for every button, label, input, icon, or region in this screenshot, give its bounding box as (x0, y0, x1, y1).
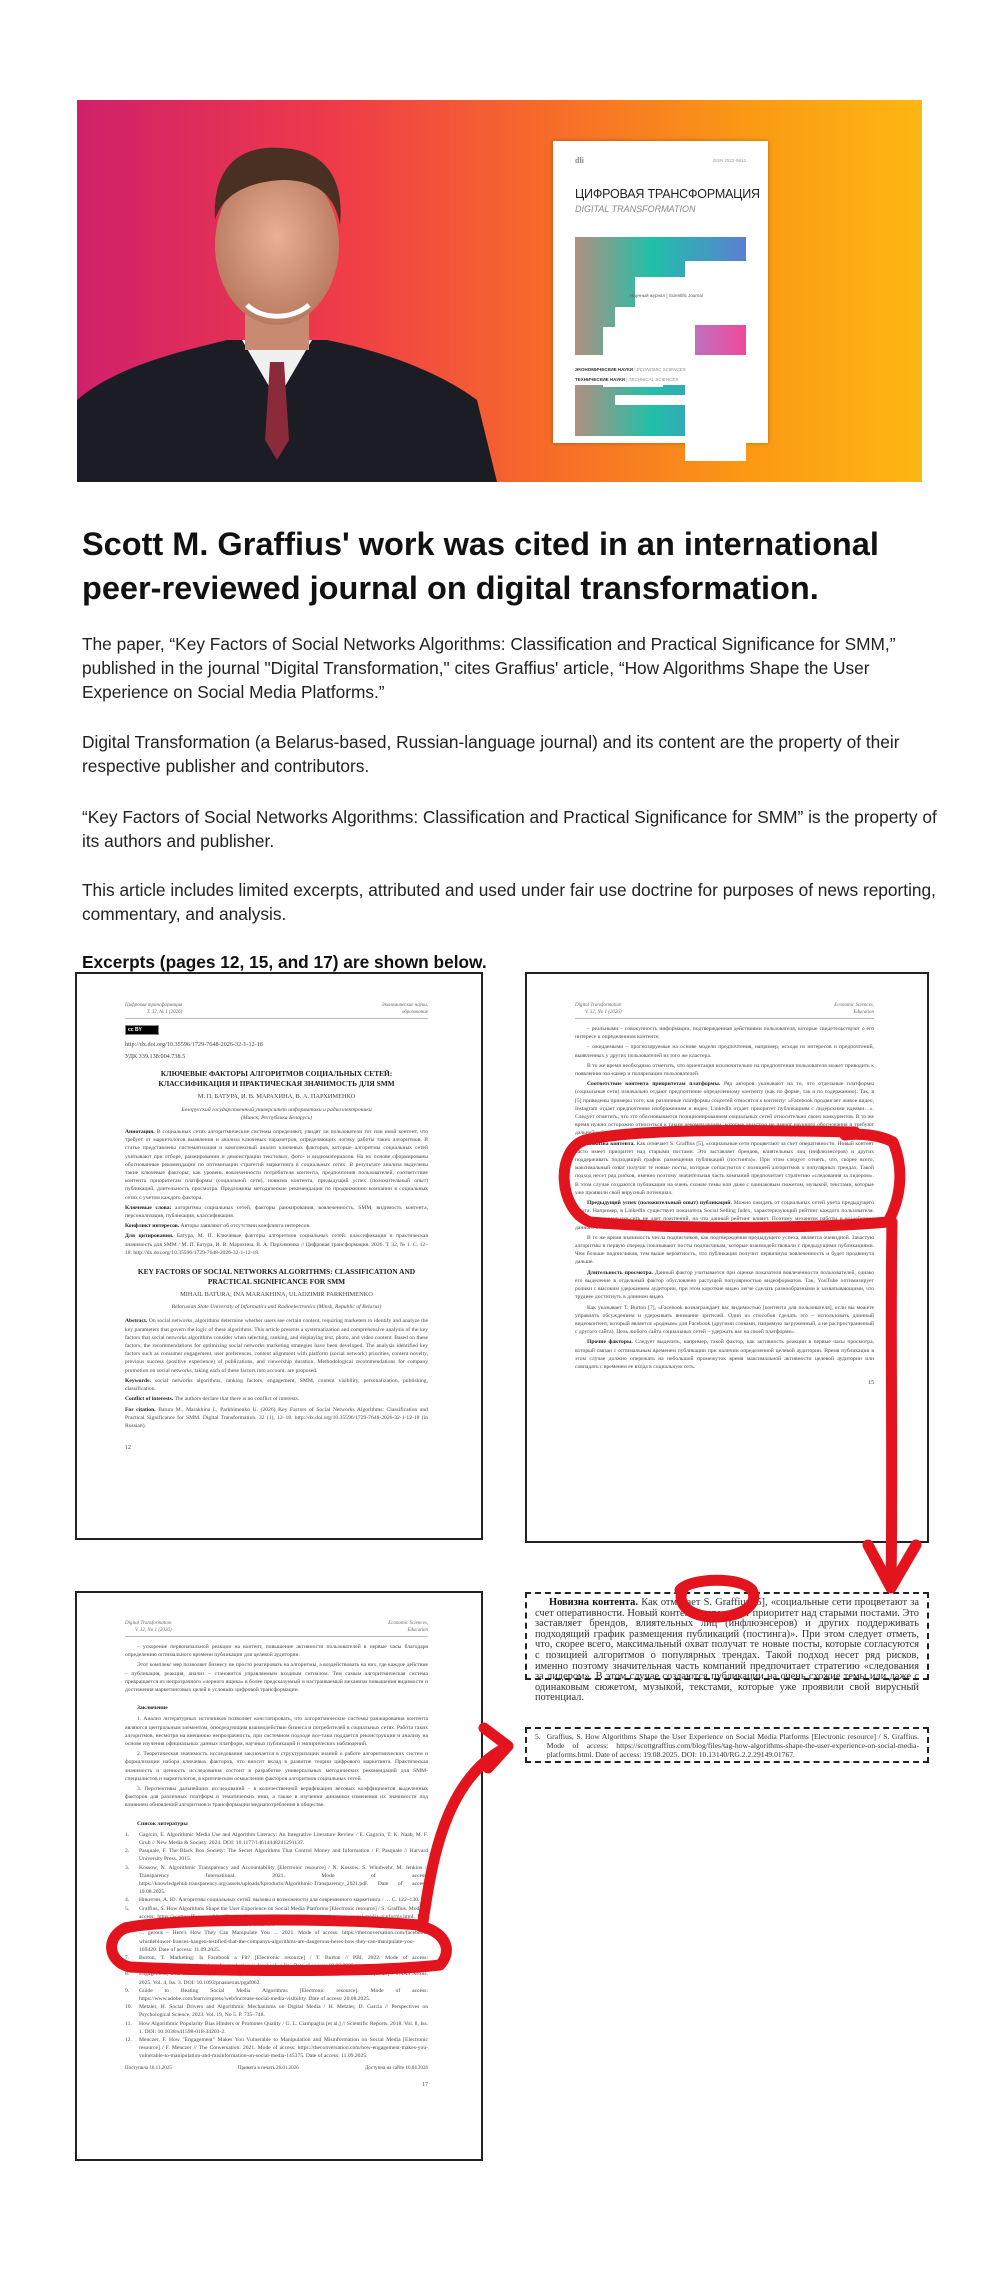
cover-section-1: ЭКОНОМИЧЕСКИЕ НАУКИ | ECONOMIC SCIENCES (575, 367, 690, 372)
paragraph: Новизна контента. Как отмечает S. Graffius [5], «социальные сети процветают за счет оперативности. Новый контент часто имеет приоритет над старыми постами. Это заставляет брендов, влиятельных лиц (инфлюэнсеров) и других поддерживать подходящий график размещения публикаций (постинга)». При этом следует отметь, что, скорее всего, максимальный охват получат те новые посты, которые согласуются с позицией алгоритмов о популярных трендах. Такой подход несет ряд рисков, именно поэтому значительная часть компаний предпочитает стратегию «следования за лидером». В этом случае создаются публикации на очень схожие темы или даже с одинаковым сюжетом, музыкой, текстами, которые уже проявили свой вирусный потенциал. (575, 1140, 874, 1196)
excerpt-content-novelty: Новизна контента. Как отмечает S. Graffius [5], «социальные сети процветают за счет оперативности. Новый контент часто имеет приоритет над старыми постами. Это заставляет брендов, влиятельных лиц (инфлюэнсеров) и других поддерживать подходящий график размещения публикаций (постинга)». При этом следует отметь, что, скорее всего, максимальный охват получат те новые посты, которые согласуются с позицией алгоритмов о популярных трендах. Такой подход несет ряд рисков, именно поэтому значительная часть компаний предпочитает стратегию «следования за лидером». В этом случае создаются публикации на очень схожие темы или даже с одинаковым сюжетом, музыкой, текстами, которые уже проявили свой вирусный потенциал. (525, 1592, 929, 1680)
authors-en: MIHAIL BATURA, INA MARAKHINA, ULADZIMIR PARKHIMENKO (180, 1291, 373, 1299)
arrow-head-to-excerpt-1 (868, 1545, 916, 1588)
paragraph: For citation. Batura M., Marakhina I., Parkhimenko U. (2026) Key Factors of Social Networks Algorithms: Classification and Practical Significance for SMM. Digital Transformation. 32 (1), 12–18. http://dx.doi.org/10.35596/1729-7648-2026-32-1-12-18 (in Russian). (125, 1406, 428, 1429)
page-number: 12 (125, 1445, 131, 1452)
paragraph: В то же время необходимо отметить, что ориентация исключительно на предпочтения пользователя может приводить к появлению эхо-камер и поляризации пользователей. (575, 1062, 874, 1078)
paragraph: 1. Анализ литературных источников позволяет констатировать, что алгоритмические системы ранжирования контента являются центральным элементом, опосредующим взаимодействие бизнеса и потребителей в социальных сетях. Работа таких алгоритмов, несмотря на внешнюю непрозрачность, при системном подходе все-таки поддается реконструкции и анализу на основе изучения официальных данных платформ, научных публикаций и эмпирических наблюдений. (125, 1716, 428, 1748)
cc-license-badge: cc BY (125, 1025, 159, 1035)
page-15-scan (525, 972, 929, 1543)
page-header: Digital Transformation V. 32, No 1 (2026) Economic Sciences, Education (575, 1002, 874, 1019)
paragraph: Аннотация. В социальных сетях алгоритмические системы определяют, увидят ли пользователи тот или иной контент, что требует от маркетологов выявления и анализа ключевых параметров, определяющих логику работы таких алгоритмов. В статье представлены систематизация и комплексный анализ ключевых факторов, которые алгоритмы социальных сетей учитывают при отборе, ранжировании и демонстрации текстовых, фото- и видеоматериалов. На их основе сформированы обоснованные рекомендации по оптимизации стратегий маркетинга в социальных сетях. В результате анализа выделены такие ключевые факторы, как уровень вовлеченности потребителя контента, предпочтения пользователей, соответствие контента приоритетам платформы (социальной сети), новизна контента, предыдущий успех (положительный опыт) публикаций, длительность просмотра. Предложены методические рекомендации по продвижению компании в социальных сетях с учетом каждого фактора. (125, 1129, 428, 1201)
publication-dates: Поступила 10.11.2025 Принята в печать 26.01.2026 Доступна на сайте 10.04.2026 (125, 2065, 428, 2071)
cover-section-2: ТЕХНИЧЕСКИЕ НАУКИ | TECHNICAL SCIENCES (575, 377, 682, 382)
paragraph: – ожидаемыми – прогнозируемые на основе модели предпочтения, например, исходя из интересов и предпочтений, выявленных у других пользователей из того же кластера. (575, 1044, 874, 1059)
paragraph-paper-property: “Key Factors of Social Networks Algorithms: Classification and Practical Significance for SMM” is the property of its authors and publisher. (82, 807, 937, 851)
journal-logo: dli (575, 156, 584, 165)
paragraph: Длительность просмотра. Данный фактор учитывается при оценке показателя вовлеченности пользователей, однако его выделение в отдельный фактор обусловлено растущей популярностью видеоформатов. Так, YouTube оптимизирует ролики с высоким удержанием аудитории, при этом короткие видео легче сделать разнообразными и захватывающими, что труднее достигнуть в длинном видео. (575, 1269, 874, 1301)
affiliation-en: Belarusian State University of Informatics and Radioelectronics (Minsk, Republic of Belarus) (171, 1304, 382, 1311)
paragraph: Для цитирования. Батура, М. П. Ключевые факторы алгоритмов социальных сетей: классификация и практическая значимость для SMM / М. П. Батура, И. В. Марахина, В. А. Пархименко // Цифровая трансформация. 2026. Т. 32, № 1. С. 12–18. http://dx.doi.org/10.35596/1729-7648-2026-32-1-12-18. (125, 1233, 428, 1256)
page-header: Digital Transformation V. 32, No 1 (2026) Economic Sciences, Education (125, 1620, 428, 1637)
reference-item: 3. Kossow, N. Algorithmic Transparency and Accountability [Electronic resource] / N. Kossow, S. Windwehr, M. Jenkins // Transparency International. 2021. Mode of access: https://knowledgehub.transparency.org/assets/uploads/kproducts/Algorithmic-Transparency_2021.pdf. Date of access: 19.08.2025. (125, 1864, 428, 1896)
excerpts-note: Excerpts (pages 12, 15, and 17) are shown below. (82, 952, 487, 972)
title-en: KEY FACTORS OF SOCIAL NETWORKS ALGORITHMS: CLASSIFICATION AND PRACTICAL SIGNIFICANCE FOR SMM (137, 1267, 416, 1287)
journal-title-ru: ЦИФРОВАЯ ТРАНСФОРМАЦИЯ (575, 187, 760, 201)
journal-issn: ISSN 2522-9613 (712, 158, 746, 163)
paragraph-journal-property: Digital Transformation (a Belarus-based, Russian-language journal) and its content are the property of their respective publisher and contributors. (82, 732, 900, 776)
reference-item: 4. Никитин, А. Ю. Алгоритмы социальных сетей: вызовы и возможности для современного маркетинга / … С. 122–130. (125, 1897, 420, 1904)
paragraph: Прочие факторы. Следует выделить, например, такой фактор, как активность реакции в первые часы просмотра, который связан с оптимальным временем публикации при наличии определенной целевой аудитории. Время публикации в этом случае должно опережать на небольшой промежуток время максимальной активности целевой аудитории или совпадать с временем ее входа в социальную сеть. (575, 1339, 874, 1370)
paragraph: Этот комплекс мер позволяет бизнесу не просто реагировать на алгоритмы, а воздействовать на них, где каждое действие – публикация, реакция, анализ – становится управляемым входным сигналом. Тем самым алгоритмическая система превращается из непрозрачного «черного ящика» в более предсказуемый и настраиваемый механизм повышения видимости и достижения маркетинговых целей в условиях цифровой трансформации. (125, 1662, 428, 1694)
page-17-scan (75, 1591, 483, 2161)
page-number: 15 (868, 1380, 874, 1387)
references-heading: Список литературы (137, 1820, 188, 1827)
arrow-head-to-excerpt-2 (484, 1728, 508, 1768)
reference-item: 7. Burton, T. Marketing: Is Facebook a Fit? [Electronic resource] / T. Burton // PBI. 2022. Mode of access: https://www.pbi.org/blog/social-media-marketing-is-facebook-a-fit/. Date of access: 19.08.2025. (125, 1954, 428, 1970)
authors-ru: М. П. БАТУРА, И. В. МАРАХИНА, В. А. ПАРХИМЕНКО (197, 1093, 356, 1101)
doi: http://dx.doi.org/10.35596/1729-7648-2026-32-1-12-18 (125, 1041, 263, 1048)
paragraph: 3. Перспективы дальнейших исследований – в количественной верификации весовых коэффициентов выделенных факторов для различных платформ и тематических ниш, а также в изучении динамики изменения их значимости под влиянием обновлений алгоритмов и трансформации медиапотребления в обществе. (125, 1786, 428, 1809)
paragraph: Conflict of interests. The authors declare that there is no conflict of interests. (125, 1396, 300, 1403)
udk: УДК 339.138:004.738.5 (125, 1053, 186, 1061)
reference-item: 12. Menczer, F. How "Engagement" Makes You Vulnerable to Manipulation and Misinformation on Social Media [Electronic resource] / F. Menczer // The Conversation. 2021. Mode of access: https://theconversation.com/how-engagement-makes-you-vulnerable-to-manipulation-and-misinformation-on-social-media-145375. Date of access: 11.09.2025. (125, 2036, 428, 2060)
page-header: Цифровая трансформация Т. 32, № 1 (2026) Экономические науки, образование (125, 1002, 428, 1019)
paragraph: Соответствие контента приоритетам платформы. Ряд авторов указывают на то, что отдельные платформы (социальные сети) изначально отдают предпочтение определенному контенту (как по форме, так и по содержанию). Так, в [5] приведены примеры того, как различные платформы соцсетей относятся к контенту: «Facebook продвигает живое видео, Instagram отдает предпочтение изображениям и видео, LinkedIn отдает приоритет публикациям с лидерскими идеями…». Следует отметить, что это обосновывается позиционированием социальных сетей относительно своих конкурентов. В то же время нужно осторожно относиться к таким рекомендациям, которые зачастую не имеют научного обоснования и требуют дальнейшей проверки. (575, 1081, 874, 1137)
author-photo (77, 100, 922, 482)
reference-item: 5. Graffius, S. How Algorithms Shape the User Experience on Social Media Platforms [Electronic resource] / S. Graffius. Mode of access: https://scottgraffius.com/blog/files/tag-how-algorithms-shape-the-user-experience-on-social-media-platforms.html. Date of access: 19.08.2025. DOI: 10.13140/RG.2.2.29149.01767. (125, 1905, 428, 1929)
affiliation-ru: Белорусский государственный университет информатики и радиоэлектроники (Минск, Республика Беларусь) (181, 1106, 372, 1121)
reference-item: 10. Metzler, H. Social Drivers and Algorithmic Mechanisms on Digital Media / H. Metzler, D. Garcia // Perspectives on Psychological Science. 2023. Vol. 19, No 5. P. 735–748. (125, 2004, 428, 2019)
reference-item: 9. Guide to Beating Social Media Algorithms [Electronic resource]. Mode of access: https://www.adobe.com/learn/express/web/increase-social-media-visibility. Date of access: 20.08.2025. (125, 1987, 428, 2002)
reference-item: 8. Engagement, User Satisfaction, and the Amplification of Divisive Content on Social Media / S. Milli [et al.] // PNAS Nexus. 2025. Vol. 4, Iss. 3. DOI: 10.1093/pnasnexus/pgaf062. (125, 1971, 428, 1986)
paragraph: – ускорение первоначальной реакции на контент, повышение активности пользователей в первые часы благодаря определению оптимального времени публикации для целевой аудитории. (125, 1644, 428, 1659)
reference-item: 1. Gagrcin, E. Algorithmic Media Use and Algorithm Literacy: An Integrative Literature Review / E. Gagrcin, T. K. Naab, M. F. Grub // New Media & Society. 2024. DOI: 10.1177/14614448241291137. (125, 1831, 428, 1847)
journal-type: Научный журнал | Scientific Journal (630, 293, 703, 298)
headline: Scott M. Graffius' work was cited in an international peer-reviewed journal on digital transformation. (82, 526, 879, 606)
paragraph: Предыдущий успех (положительный опыт) публикаций. Можно ожидать от социальных сетей учета предыдущего опыта. Например, в LinkedIn существует показатель Social Selling Index, характеризующий рейтинг каждого пользователя. При этом социальная сеть не дает пояснений, на что данный рейтинг влияет. Поэтому механизм работы и воздействия данного показателя имеет предполагаемый характер. (575, 1200, 874, 1231)
excerpt-reference-5: 5. Graffius, S. How Algorithms Shape the User Experience on Social Media Platforms [Electronic resource] / S. Graffius. Mode of access: https://scottgraffius.com/blog/files/tag-how-algorithms-shape-the-user-experience-on-social-media-platforms.html. Date of access: 19.08.2025. DOI: 10.13140/RG.2.2.29149.01767. (525, 1727, 929, 1763)
paragraph: Abstract. On social networks, algorithms determine whether users see certain content, requiring marketers to identify and analyze the key parameters that govern the logic of these algorithms. This article presents a systematization and comprehensive analysis of the key factors that social networks algorithms consider when selecting, ranking, and displaying text, photo, and video content. Based on these factors, the recommendations for optimizing social networks marketing strategies have been developed. The analysis identified key factors such as consumer engagement, user preferences, content alignment with platform (social network) priorities, content novelty, previous success (positive experience) of publications, and viewership duration. Methodological recommendations for company promotion on social networks, taking each of these factors into account, are proposed. (125, 1318, 428, 1374)
paragraph: Как указывает T. Burton [7], «Facebook вознаграждает вас видимостью [контента для пользователя], если вы можете управлять обсуждением и удерживать внимание зрителей. Один из способов сделать это – использовать длинный видеоконтент, который является «родным» для Facebook (другими словами, напрямую загруженный, а не распространенный с другого сайта). Цель любого сайта социальных сетей – удержать вас на своей платформе». (575, 1304, 874, 1336)
paragraph-citation: The paper, “Key Factors of Social Networks Algorithms: Classification and Practical Significance for SMM,” published in the journal "Digital Transformation," cites Graffius' article, “How Algorithms Shape the User Experience on Social Media Platforms.” (82, 634, 896, 702)
journal-title-en: DIGITAL TRANSFORMATION (575, 204, 696, 214)
reference-item: 11. How Algorithmic Popularity Bias Hinders or Promotes Quality / G. L. Ciampaglia [et al.] // Scientific Reports. 2018. Vol. 8, Iss. 1. DOI: 10.1038/s41598-018-34203-2. (125, 2020, 428, 2035)
reference-item: 2. Pasquale, F. The Black Box Society: The Secret Algorithms That Control Money and Information / F. Pasquale // Harvard University Press. 2015. (125, 1848, 428, 1863)
paragraph: В то же время значимость числа подписчиков, как подтверждения предыдущего успеха, является очевидной. Зачастую алгоритмы в первую очередь показывают посты подписчикам, которые взаимодействовали с предыдущими публикациями. Чем больше подписчиков, тем выше вероятность, что публикация получит первичную вовлеченность и будет продвинута дальше. (575, 1234, 874, 1266)
paragraph: 2. Теоретическая значимость исследования заключается в структуризации знаний о работе алгоритмических систем и формализации набора ключевых факторов, что вносит вклад в развитие теории цифрового маркетинга. Практическая значимость и ценность исследования состоит в разработке универсальных методических рекомендаций для SMM-специалистов и маркетологов, в критическом осмыслении факторов алгоритмов социальных сетей. (125, 1751, 428, 1782)
paragraph: Keywords: social networks algorithms, ranking factors, engagement, SMM, content visibility, personalization, publishing, classification. (125, 1377, 428, 1393)
paragraph: Конфликт интересов. Авторы заявляют об отсутствии конфликта интересов. (125, 1223, 311, 1230)
paragraph-fair-use: This article includes limited excerpts, attributed and used under fair use doctrine for purposes of news reporting, commentary, and analysis. (82, 880, 936, 924)
cover-art (575, 237, 746, 436)
paragraph: – реальными – совокупность информации, подтвержденная действиями пользователя, которые свидетельствуют о его интересе к определенном контенте; (575, 1026, 874, 1041)
reference-item: 6. … gerous – Here's How They Can Manipulate You … 2021. Mode of access: https://theconversation.com/facebook-whistleblower-frances-haugen-testified-that-the-companys-algorithms-are-dangerous-heres-how-they-can-manipulate-you-169420. Date of access: 11.09.2025. (125, 1930, 428, 1953)
page-12-scan (75, 972, 483, 1540)
hero-image (77, 100, 922, 482)
journal-cover (553, 141, 768, 443)
conclusion-heading: Заключение (137, 1705, 168, 1712)
page-number: 17 (422, 2081, 428, 2088)
title-ru: КЛЮЧЕВЫЕ ФАКТОРЫ АЛГОРИТМОВ СОЦИАЛЬНЫХ СЕТЕЙ: КЛАССИФИКАЦИЯ И ПРАКТИЧЕСКАЯ ЗНАЧИМОСТЬ ДЛЯ SMM (158, 1069, 395, 1089)
paragraph: Ключевые слова: алгоритмы социальных сетей, факторы ранжирования, вовлеченность, SMM, видимость контента, персонализация, публикация, классификация. (125, 1204, 428, 1220)
